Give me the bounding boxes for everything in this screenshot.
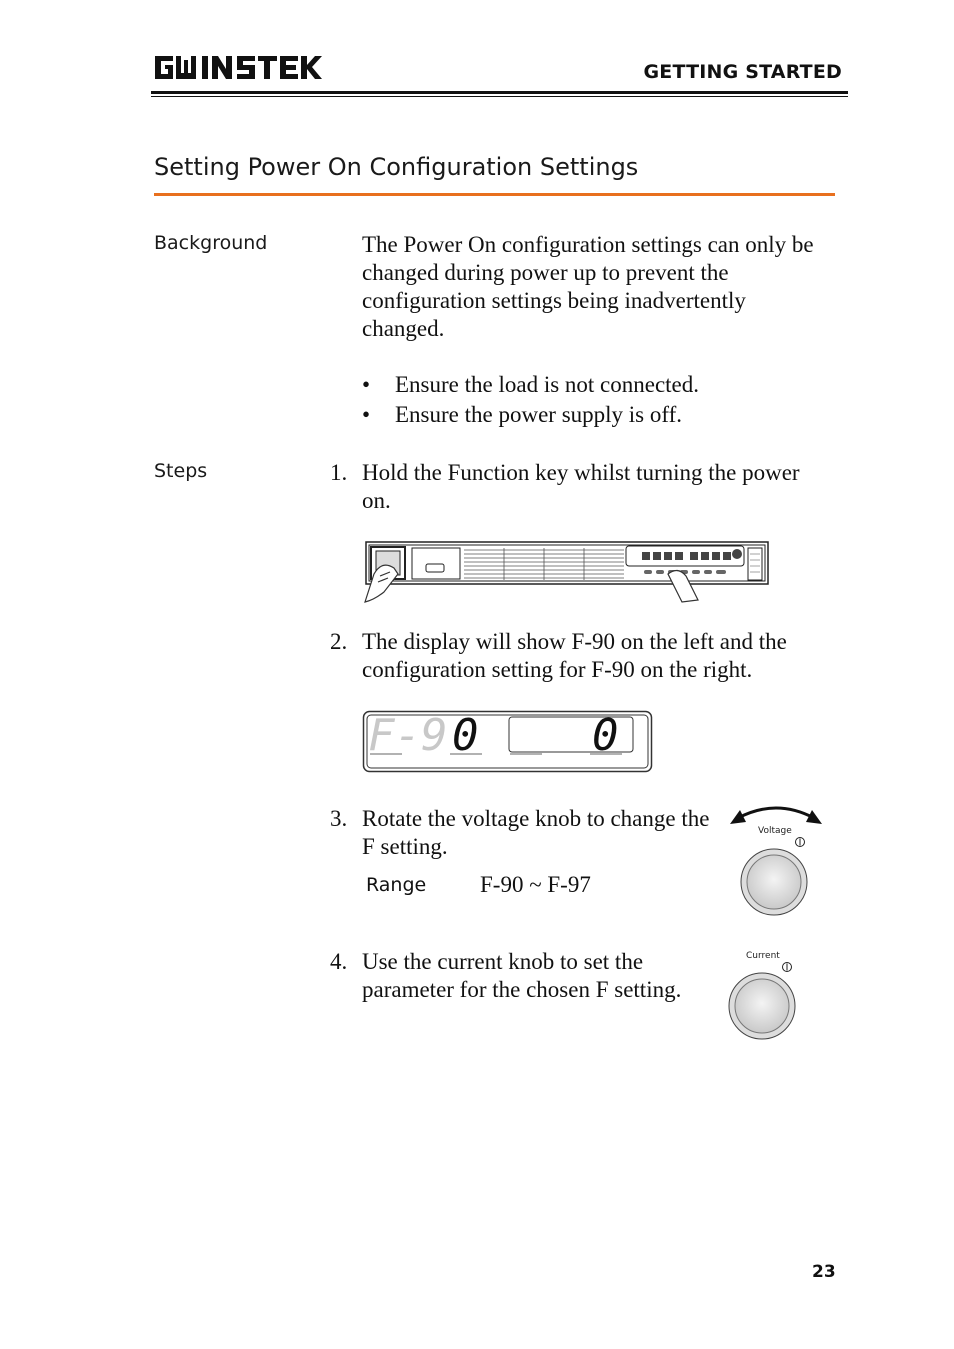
steps-label: Steps — [154, 460, 208, 482]
front-panel-illustration — [362, 538, 772, 604]
voltage-knob-label: Voltage — [758, 826, 792, 836]
page-number: 23 — [812, 1262, 836, 1282]
current-knob-figure — [726, 944, 826, 1049]
bullet-text: Ensure the power supply is off. — [395, 402, 683, 427]
header-rule — [151, 91, 848, 94]
page-title: Setting Power On Configuration Settings — [154, 153, 639, 181]
gw-instek-logo — [153, 52, 325, 89]
right-readout: 0 — [592, 710, 619, 761]
background-label: Background — [154, 232, 268, 254]
range-label: Range — [366, 874, 427, 896]
step-number: 3. — [330, 806, 348, 831]
step-number: 1. — [330, 460, 348, 485]
left-readout-dim: F-9 — [368, 710, 448, 761]
step-text: Rotate the voltage knob to change the F setting. — [362, 806, 710, 859]
background-paragraph: The Power On configuration settings can only be changed during power up to prevent the configuration settings being inadvertently changed. — [362, 232, 814, 341]
bullet-dot: • — [362, 372, 371, 397]
step-text: Hold the Function key whilst turning the power on. — [362, 460, 800, 513]
voltage-knob-illustration — [726, 800, 826, 920]
range-value: F-90 ~ F-97 — [480, 872, 591, 897]
display-illustration — [362, 710, 654, 774]
voltage-knob-figure — [726, 800, 826, 925]
display-figure — [362, 710, 654, 779]
header-rule-thin — [151, 96, 848, 97]
section-header: GETTING STARTED — [643, 61, 842, 83]
current-knob-illustration — [726, 944, 826, 1044]
front-panel-figure — [362, 538, 772, 609]
gw-instek-logo-graphic — [153, 52, 325, 84]
left-readout-active: 0 — [452, 710, 479, 761]
step-text: The display will show F-90 on the left and the configuration setting for F-90 on the right. — [362, 629, 787, 682]
title-rule — [154, 193, 835, 196]
step-text: Use the current knob to set the parameter for the chosen F setting. — [362, 949, 682, 1002]
step-number: 2. — [330, 629, 348, 654]
current-knob-label: Current — [746, 951, 780, 961]
bullet-dot: • — [362, 402, 371, 427]
bullet-text: Ensure the load is not connected. — [395, 372, 700, 397]
step-number: 4. — [330, 949, 348, 974]
